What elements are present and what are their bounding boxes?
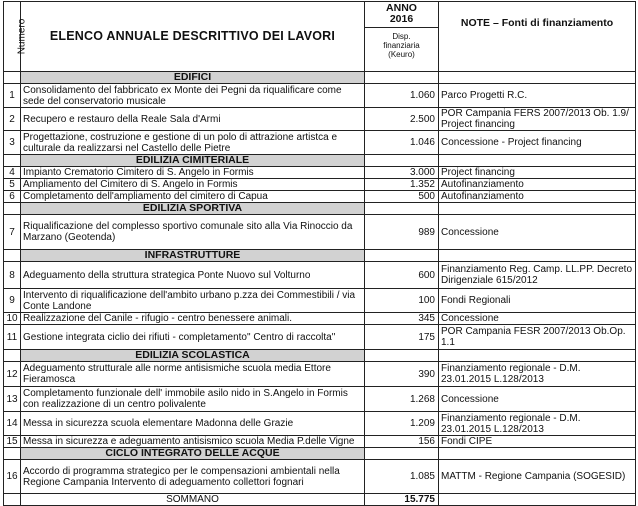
section-value-cell	[365, 250, 439, 262]
section-value-cell	[365, 72, 439, 84]
total-value: 15.775	[365, 494, 439, 506]
row-note: Autofinanziamento	[439, 191, 636, 203]
row-note: Concessione	[439, 313, 636, 325]
row-value: 100	[365, 289, 439, 313]
section-number-cell	[4, 72, 21, 84]
row-note: Fondi Regionali	[439, 289, 636, 313]
works-table	[3, 1, 636, 506]
row-number: 7	[4, 215, 21, 250]
table-row	[4, 387, 636, 412]
row-note: Finanziamento Reg. Camp. LL.PP. Decreto Dirigenziale 615/2012	[439, 262, 636, 289]
row-value: 156	[365, 436, 439, 448]
section-note-cell	[439, 350, 636, 362]
table-row	[4, 412, 636, 436]
section-value-cell	[365, 203, 439, 215]
section-number-cell	[4, 350, 21, 362]
row-description: Completamento dell'ampliamento del cimitero di Capua	[21, 191, 365, 203]
note-header	[439, 2, 636, 72]
row-number: 8	[4, 262, 21, 289]
row-description: Riqualificazione del complesso sportivo comunale sito alla Via Rinoccio da Marzano (Geotenda)	[21, 215, 365, 250]
section-row	[4, 448, 636, 460]
section-row	[4, 350, 636, 362]
anno-label: ANNO	[386, 2, 417, 14]
row-description: Intervento di riqualificazione dell'ambito urbano p.zza dei Commestibili / via Conte Landone	[21, 289, 365, 313]
row-description: Adeguamento della struttura strategica Ponte Nuovo sul Volturno	[21, 262, 365, 289]
table-row	[4, 179, 636, 191]
row-value: 1.209	[365, 412, 439, 436]
table-row	[4, 289, 636, 313]
row-description: Adeguamento strutturale alle norme antisismiche scuola media Ettore Fieramosca	[21, 362, 365, 387]
row-note: Finanziamento regionale - D.M. 23.01.2015 L.128/2013	[439, 412, 636, 436]
row-description: Realizzazione del Canile - rifugio - centro benessere animali.	[21, 313, 365, 325]
row-number: 2	[4, 108, 21, 131]
row-note: Finanziamento regionale - D.M. 23.01.2015 L.128/2013	[439, 362, 636, 387]
table-row	[4, 108, 636, 131]
section-number-cell	[4, 155, 21, 167]
note-header-text: NOTE – Fonti di finanziamento	[460, 17, 614, 29]
row-value: 1.046	[365, 131, 439, 155]
row-number: 9	[4, 289, 21, 313]
disp-label-2: finanziaria	[383, 41, 420, 50]
section-note-cell	[439, 448, 636, 460]
row-description: Consolidamento del fabbricato ex Monte dei Pegni da riqualificare come sede del conservatorio musicale	[21, 84, 365, 108]
table-row	[4, 436, 636, 448]
row-note: Concessione	[439, 215, 636, 250]
row-note: Concessione - Project financing	[439, 131, 636, 155]
row-value: 2.500	[365, 108, 439, 131]
row-note: Fondi CIPE	[439, 436, 636, 448]
total-label: SOMMANO	[21, 494, 365, 506]
header-row	[4, 2, 636, 72]
table-row	[4, 167, 636, 179]
section-title: EDILIZIA SCOLASTICA	[21, 350, 365, 362]
section-note-cell	[439, 250, 636, 262]
section-number-cell	[4, 203, 21, 215]
section-row	[4, 203, 636, 215]
disp-label-1: Disp.	[392, 32, 411, 41]
section-row	[4, 155, 636, 167]
row-value: 600	[365, 262, 439, 289]
section-title: EDIFICI	[21, 72, 365, 84]
row-note: Concessione	[439, 387, 636, 412]
row-number: 12	[4, 362, 21, 387]
section-row	[4, 250, 636, 262]
table-row	[4, 325, 636, 350]
row-description: Completamento funzionale dell' immobile asilo nido in S.Angelo in Formis con realizzazione di un centro polivalente	[21, 387, 365, 412]
row-value: 345	[365, 313, 439, 325]
row-value: 175	[365, 325, 439, 350]
section-value-cell	[365, 350, 439, 362]
row-number: 1	[4, 84, 21, 108]
section-number-cell	[4, 448, 21, 460]
row-number: 13	[4, 387, 21, 412]
row-value: 1.268	[365, 387, 439, 412]
row-number: 5	[4, 179, 21, 191]
row-number: 3	[4, 131, 21, 155]
row-number: 15	[4, 436, 21, 448]
section-title: CICLO INTEGRATO DELLE ACQUE	[21, 448, 365, 460]
section-note-cell	[439, 203, 636, 215]
total-note-cell	[439, 494, 636, 506]
section-row	[4, 72, 636, 84]
row-value: 1.352	[365, 179, 439, 191]
table-row	[4, 191, 636, 203]
row-description: Messa in sicurezza scuola elementare Madonna delle Grazie	[21, 412, 365, 436]
numero-header	[4, 2, 28, 72]
row-value: 3.000	[365, 167, 439, 179]
row-description: Impianto Crematorio Cimitero di S. Angelo in Formis	[21, 167, 365, 179]
row-description: Progettazione, costruzione e gestione di un polo di attrazione artistca e culturale da realizzarsi nel Castello delle Pietre	[21, 131, 365, 155]
table-row	[4, 460, 636, 494]
row-number: 10	[4, 313, 21, 325]
year-header	[365, 2, 439, 72]
row-value: 390	[365, 362, 439, 387]
table-row	[4, 262, 636, 289]
total-number-cell	[4, 494, 21, 506]
row-note: Autofinanziamento	[439, 179, 636, 191]
row-number: 11	[4, 325, 21, 350]
row-description: Recupero e restauro della Reale Sala d'Armi	[21, 108, 365, 131]
row-description: Gestione integrata ciclio dei rifiuti - completamento" Centro di raccolta"	[21, 325, 365, 350]
table-row	[4, 131, 636, 155]
year-label: 2016	[389, 13, 414, 25]
section-title: EDILIZIA SPORTIVA	[21, 203, 365, 215]
section-title: EDILIZIA CIMITERIALE	[21, 155, 365, 167]
section-number-cell	[4, 250, 21, 262]
row-note: MATTM - Regione Campania (SOGESID)	[439, 460, 636, 494]
table-title	[21, 2, 365, 72]
section-note-cell	[439, 72, 636, 84]
table-row	[4, 215, 636, 250]
section-value-cell	[365, 448, 439, 460]
row-number: 4	[4, 167, 21, 179]
row-note: Project financing	[439, 167, 636, 179]
table-row	[4, 84, 636, 108]
section-value-cell	[365, 155, 439, 167]
total-row	[4, 494, 636, 506]
table-title-text: ELENCO ANNUALE DESCRITTIVO DEI LAVORI	[49, 29, 336, 43]
row-number: 16	[4, 460, 21, 494]
row-value: 1.060	[365, 84, 439, 108]
row-description: Accordo di programma strategico per le compensazioni ambientali nella Regione Campania Intervento di adeguamento collettori fognari	[21, 460, 365, 494]
row-description: Ampliamento del Cimitero di S. Angelo in Formis	[21, 179, 365, 191]
row-note: POR Campania FERS 2007/2013 Ob. 1.9/ Project financing	[439, 108, 636, 131]
table-row	[4, 362, 636, 387]
row-number: 6	[4, 191, 21, 203]
row-note: Parco Progetti R.C.	[439, 84, 636, 108]
disp-label-3: (Keuro)	[388, 50, 415, 59]
row-value: 1.085	[365, 460, 439, 494]
section-title: INFRASTRUTTURE	[21, 250, 365, 262]
section-note-cell	[439, 155, 636, 167]
row-value: 989	[365, 215, 439, 250]
row-note: POR Campania FESR 2007/2013 Ob.Op. 1.1	[439, 325, 636, 350]
row-number: 14	[4, 412, 21, 436]
row-description: Messa in sicurezza e adeguamento antisismico scuola Media P.delle Vigne	[21, 436, 365, 448]
table-row	[4, 313, 636, 325]
numero-label: Numero	[16, 18, 28, 55]
row-value: 500	[365, 191, 439, 203]
